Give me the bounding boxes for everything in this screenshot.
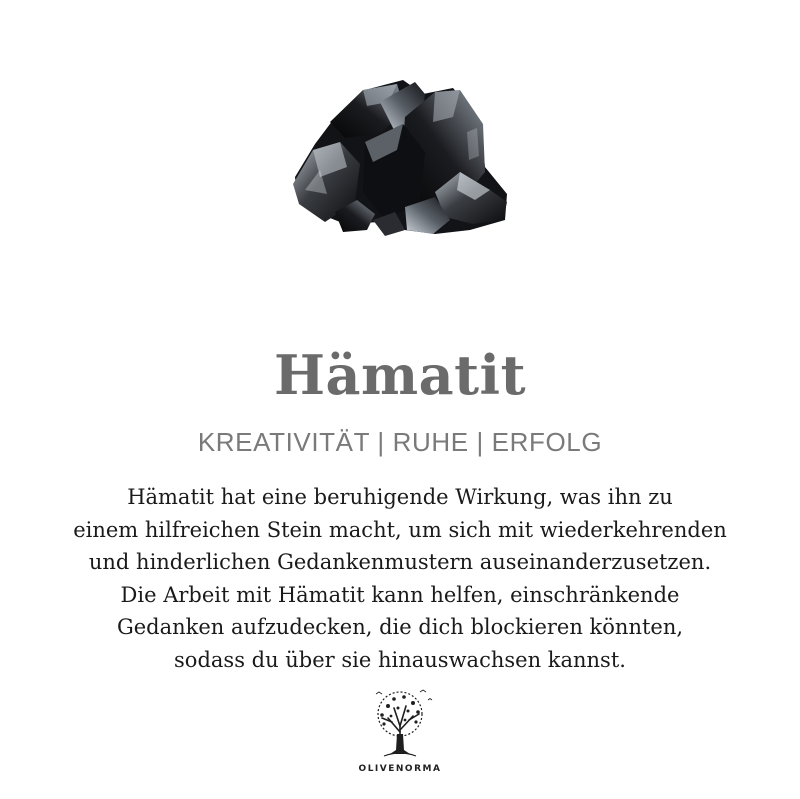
description-line: und hinderlichen Gedankenmustern auseinanderzusetzen. [88,550,712,574]
stone-keywords: KREATIVITÄT | RUHE | ERFOLG [197,427,603,457]
description-line: Gedanken aufzudecken, die dich blockieren könnten, [116,615,684,639]
tree-logo-icon [358,684,442,768]
description-line: Hämatit hat eine beruhigende Wirkung, was ihn zu [127,485,673,509]
brand-name: OLIVENORMA [358,764,442,774]
description-line: einem hilfreichen Stein macht, um sich mit wiederkehrenden [73,517,727,542]
stone-description [20,481,780,676]
description-line: sodass du über sie hinauswachsen kannst. [174,647,626,672]
hematite-stone-image [285,72,515,242]
stone-title: Hämatit [273,343,527,407]
description-line: Die Arbeit mit Hämatit kann helfen, einschränkende [120,582,680,607]
